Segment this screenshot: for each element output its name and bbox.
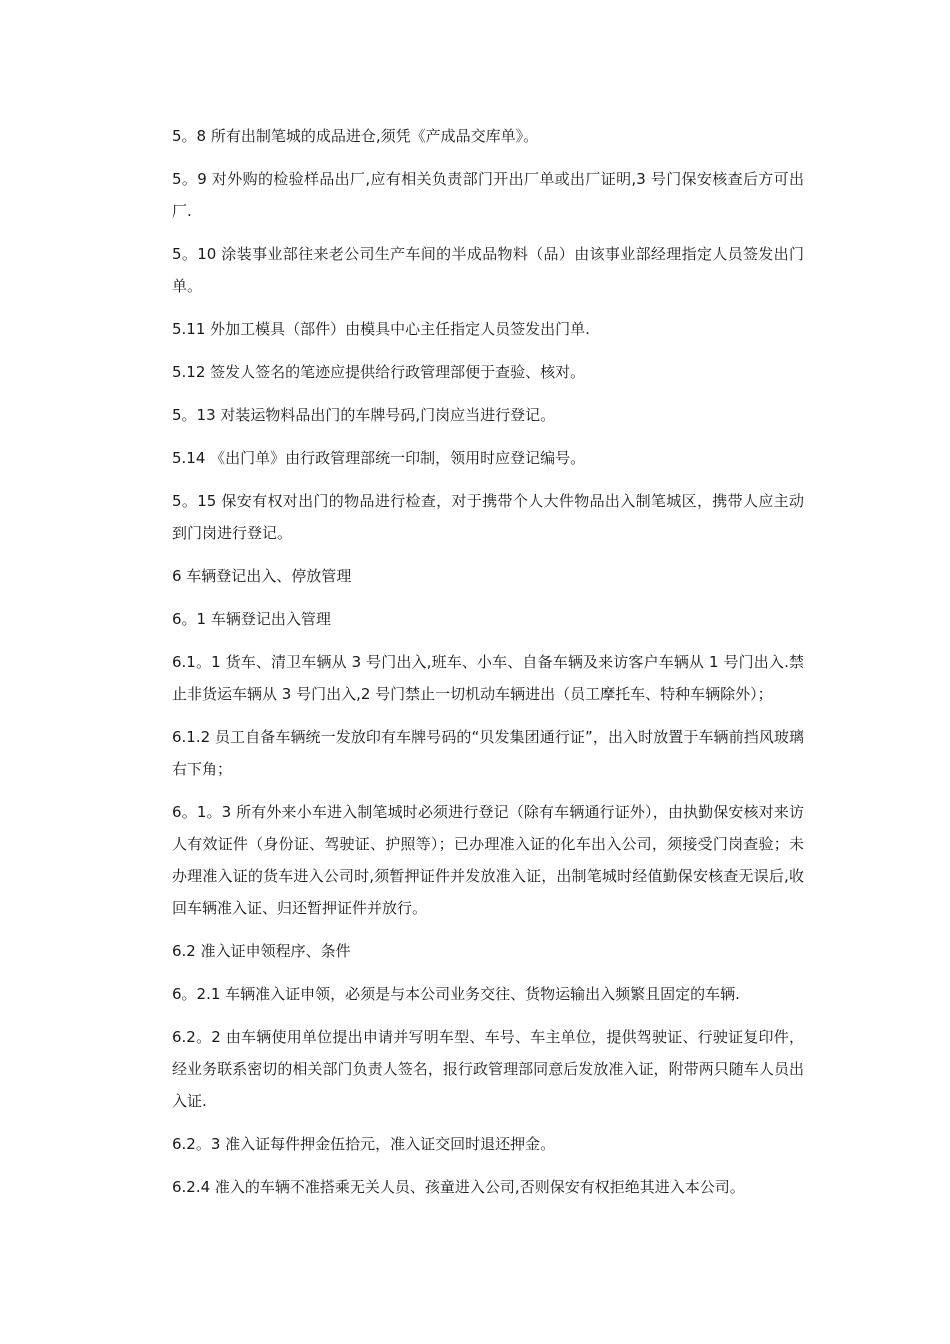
section-heading-6-2: 6.2 准入证申领程序、条件: [172, 942, 351, 960]
section-heading-6-1: 6。1 车辆登记出入管理: [172, 610, 331, 628]
paragraph-6-1-3: 6。1。3 所有外来小车进入制笔城时必须进行登记（除有车辆通行证外），由执勤保安核对来访人有效证件（身份证、驾驶证、护照等）；已办理准入证的化车出入公司，须接受门岗查验；未办理准入证的货车进入公司时,须暂押证件并发放准入证，出制笔城时经值勤保安核查无误后,收回车辆准入证、归还暂押证件并放行。: [172, 803, 804, 917]
paragraph-6-2-1: 6。2.1 车辆准入证申领，必须是与本公司业务交往、货物运输出入频繁且固定的车辆.: [172, 985, 740, 1003]
paragraph-6-2-3: 6.2。3 准入证每件押金伍拾元，准入证交回时退还押金。: [172, 1135, 556, 1153]
paragraph-5-12: 5.12 签发人签名的笔迹应提供给行政管理部便于查验、核对。: [172, 363, 586, 381]
paragraph-5-10: 5。10 涂装事业部往来老公司生产车间的半成品物料（品）由该事业部经理指定人员签发出门单。: [172, 245, 804, 295]
paragraph-5-8: 5。8 所有出制笔城的成品进仓,须凭《产成品交库单》。: [172, 127, 539, 145]
paragraph-6-1-1: 6.1。1 货车、清卫车辆从 3 号门出入,班车、小车、自备车辆及来访客户车辆从 1 号门出入.禁止非货运车辆从 3 号门出入,2 号门禁止一切机动车辆进出（员工摩托车、特种车辆除外）；: [172, 653, 804, 703]
paragraph-5-14: 5.14 《出门单》由行政管理部统一印制，领用时应登记编号。: [172, 449, 586, 467]
paragraph-5-13: 5。13 对装运物料品出门的车牌号码,门岗应当进行登记。: [172, 406, 556, 424]
section-heading-6: 6 车辆登记出入、停放管理: [172, 567, 352, 585]
paragraph-6-1-2: 6.1.2 员工自备车辆统一发放印有车牌号码的“贝发集团通行证”，出入时放置于车辆前挡风玻璃右下角；: [172, 728, 804, 778]
paragraph-5-15: 5。15 保安有权对出门的物品进行检查，对于携带个人大件物品出入制笔城区，携带人应主动到门岗进行登记。: [172, 492, 804, 542]
paragraph-5-11: 5.11 外加工模具（部件）由模具中心主任指定人员签发出门单.: [172, 320, 590, 338]
document-body: [172, 120, 804, 1214]
paragraph-5-9: 5。9 对外购的检验样品出厂,应有相关负责部门开出厂单或出厂证明,3 号门保安核查后方可出厂.: [172, 170, 804, 220]
paragraph-6-2-4: 6.2.4 准入的车辆不准搭乘无关人员、孩童进入公司,否则保安有权拒绝其进入本公司。: [172, 1178, 745, 1196]
paragraph-6-2-2: 6.2。2 由车辆使用单位提出申请并写明车型、车号、车主单位，提供驾驶证、行驶证复印件，经业务联系密切的相关部门负责人签名，报行政管理部同意后发放准入证，附带两只随车人员出入证.: [172, 1028, 804, 1110]
